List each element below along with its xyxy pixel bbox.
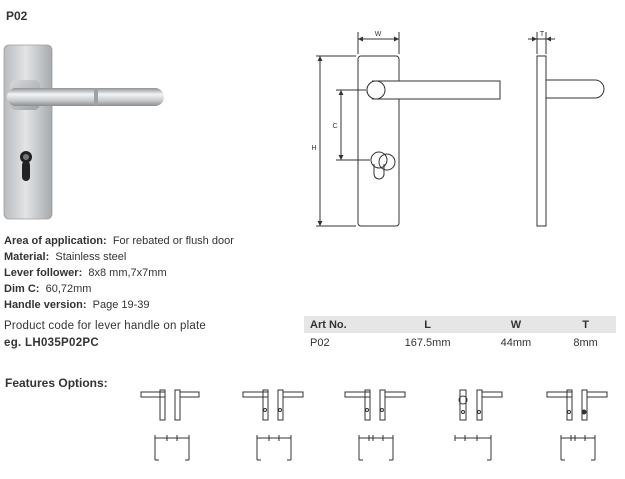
dim-w-label: W xyxy=(374,31,382,38)
spec-value: Stainless steel xyxy=(55,251,127,263)
dim-h-label: H xyxy=(311,145,317,152)
spec-value: Page 19-39 xyxy=(92,299,150,311)
dim-t-label: T xyxy=(539,31,545,38)
table-header-row xyxy=(304,316,616,333)
spec-area-of-application xyxy=(4,235,234,247)
spec-label: Material: xyxy=(4,251,50,263)
spec-dim-c xyxy=(4,283,91,295)
spec-value: 8x8 mm,7x7mm xyxy=(88,267,167,279)
table-cell-t: 8mm xyxy=(573,336,598,349)
dimension-table xyxy=(304,316,616,352)
product-title: P02 xyxy=(6,9,28,23)
spec-label: Handle version: xyxy=(4,299,87,311)
side-lever xyxy=(546,80,604,98)
product-code-example: eg. LH035P02PC xyxy=(4,337,99,349)
spec-label: Area of application: xyxy=(4,235,107,247)
feature-options-diagram xyxy=(135,388,615,468)
backplate xyxy=(4,45,52,219)
table-header-l: L xyxy=(378,316,476,333)
feature-option-keyhole xyxy=(243,390,303,460)
dim-c-label: C xyxy=(332,123,338,130)
spec-value: For rebated or flush door xyxy=(112,235,234,247)
front-lever-drawing xyxy=(372,80,507,104)
table-cell-w: 44mm xyxy=(500,336,532,349)
table-header-w: W xyxy=(477,316,555,333)
lever-bar xyxy=(7,88,164,106)
spec-value: 60,72mm xyxy=(45,283,92,295)
side-view-drawing xyxy=(520,24,615,234)
feature-option-cylinder xyxy=(345,390,405,460)
front-view-drawing xyxy=(300,24,430,234)
spec-label: Lever follower: xyxy=(4,267,83,279)
feature-option-thumbturn xyxy=(547,390,607,460)
table-row xyxy=(304,333,616,352)
feature-option-plain xyxy=(141,390,199,460)
table-cell-l: 167.5mm xyxy=(404,336,451,349)
front-rose-drawing xyxy=(366,80,388,104)
product-code-label: Product code for lever handle on plate xyxy=(4,320,206,332)
features-title: Features Options: xyxy=(5,376,108,390)
table-cell-art-no: P02 xyxy=(310,336,330,349)
feature-option-knob xyxy=(455,390,502,460)
spec-handle-version xyxy=(4,299,150,311)
table-header-art-no: Art No. xyxy=(304,316,378,333)
spec-material xyxy=(4,251,126,263)
spec-label: Dim C: xyxy=(4,283,40,295)
side-plate-outline xyxy=(537,56,546,226)
table-header-t: T xyxy=(555,316,616,333)
product-photo xyxy=(2,42,167,222)
spec-lever-follower xyxy=(4,267,167,279)
